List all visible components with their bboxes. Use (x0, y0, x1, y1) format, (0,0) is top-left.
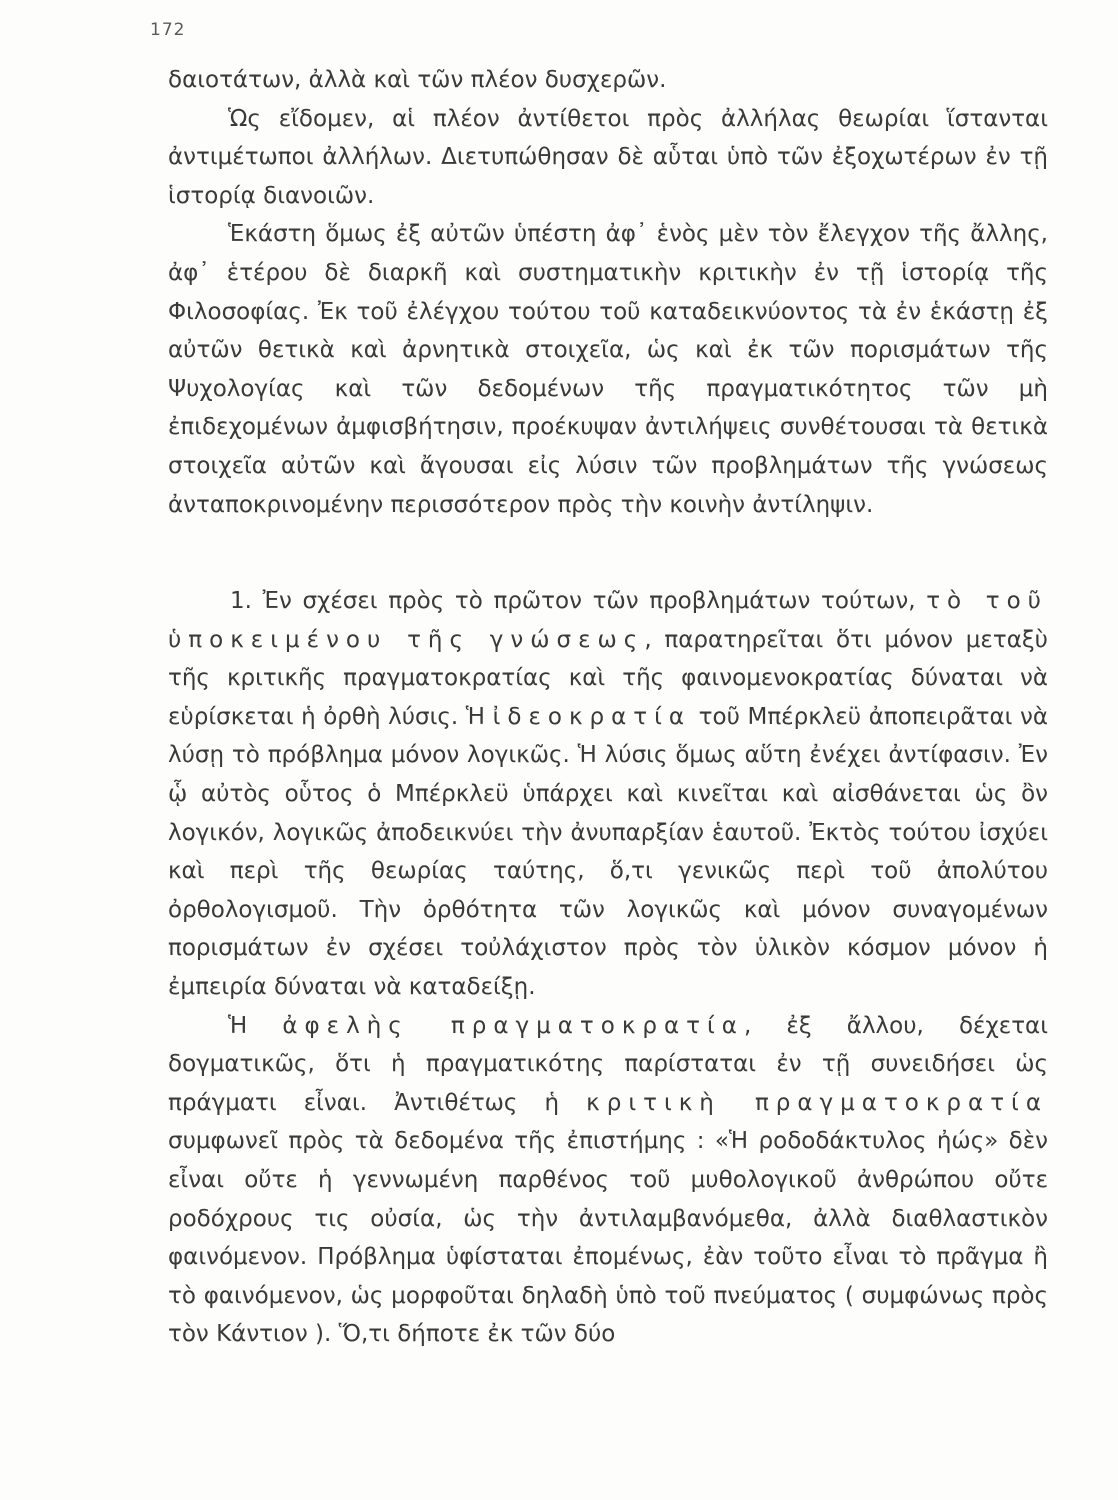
paragraph-text-segment: , ἐξ ἄλλου, δέχεται δογματικῶς, ὅτι ἡ πραγματικότης παρίσταται ἐν τῇ συνειδήσει ὡς πράγματι εἶναι. Ἀντιθέτως ἡ (168, 1012, 1048, 1116)
paragraph-text-segment: , παρατηρεῖται ὅτι μόνον μεταξὺ τῆς κριτικῆς πραγματοκρατίας καὶ τῆς φαινομενοκρατίας δύναται νὰ εὑρίσκεται ἡ ὀρθὴ λύσις. Ἡ (168, 626, 1048, 730)
paragraph-opposing-theories: Ὡς εἴδομεν, αἱ πλέον ἀντίθετοι πρὸς ἀλλήλας θεωρίαι ἵστανται ἀντιμέτωποι ἀλλήλων. Διετυπώθησαν δὲ αὗται ὑπὸ τῶν ἐξοχωτέρων ἐν τῇ ἱστορίᾳ διανοιῶν. (168, 105, 1048, 209)
paragraph-text-segment: 1. Ἐν σχέσει πρὸς τὸ πρῶτον τῶν προβλημάτων τούτων, (230, 588, 927, 614)
paragraph-text-segment: συμφωνεῖ πρὸς τὰ δεδομένα τῆς ἐπιστήμης : «Ἡ ροδοδάκτυλος ἠώς» δὲν εἶναι οὔτε ἡ γεννωμένη παρθένος τοῦ μυθολογικοῦ ἀνθρώπου οὔτε ροδόχρους τις οὐσία, ὡς τὴν ἀντιλαμβανόμεθα, ἀλλὰ διαθλαστικὸν φαινόμενον. Πρόβλημα ὑφίσταται ἐπομένως, ἐὰν τοῦτο εἶναι τὸ πρᾶγμα ἢ τὸ φαινόμενον, ὡς μορφοῦται δηλαδὴ ὑπὸ τοῦ πνεύματος ( συμφώνως πρὸς τὸν Κάντιον ). Ὅ,τι δήποτε ἐκ τῶν δύο (168, 1128, 1048, 1348)
spaced-emphasis-term: ἰδεοκρατία (492, 703, 692, 730)
paragraph-critique: Ἑκάστη ὅμως ἐξ αὐτῶν ὑπέστη ἀφ᾽ ἑνὸς μὲν τὸν ἔλεγχον τῆς ἄλλης, ἀφ᾽ ἑτέρου δὲ διαρκῆ καὶ συστηματικὴν κριτικὴν ἐν τῇ ἱστορίᾳ τῆς Φιλοσοφίας. Ἐκ τοῦ ἐλέγχου τούτου τοῦ καταδεικνύοντος τὰ ἐν ἑκάστῃ ἐξ αὐτῶν θετικὰ καὶ ἀρνητικὰ στοιχεῖα, ὡς καὶ ἐκ τῶν πορισμάτων τῆς Ψυχολογίας καὶ τῶν δεδομένων τῆς πραγματικότητος τῶν μὴ ἐπιδεχομένων ἀμφισβήτησιν, προέκυψαν ἀντιλήψεις συνθέτουσαι τὰ θετικὰ στοιχεῖα αὐτῶν καὶ ἄγουσαι εἰς λύσιν τῶν προβλημάτων τῆς γνώσεως ἀνταποκρινομένην περισσότερον πρὸς τὴν κοινὴν ἀντίληψιν. (168, 221, 1048, 518)
paragraph-text-segment: Ἡ (228, 1012, 283, 1039)
text-block-upper (168, 61, 1048, 524)
paragraph-realism (168, 1007, 1048, 1354)
paragraph-continuation: δαιοτάτων, ἀλλὰ καὶ τῶν πλέον δυσχερῶν. (168, 67, 667, 93)
spaced-emphasis-term: ἀφελὴς πραγματοκρατία (282, 1012, 744, 1039)
spaced-emphasis-term: τὸ τοῦ ὑποκειμένου τῆς γνώσεως (168, 588, 1048, 653)
page-number: 172 (150, 20, 186, 40)
paragraph-subject-of-knowledge (168, 582, 1048, 1007)
spaced-emphasis-term: κριτικὴ πραγματοκρατία (586, 1089, 1048, 1116)
text-block-lower (168, 582, 1048, 1354)
paragraph-text-segment: τοῦ Μπέρκλεϋ ἀποπειρᾶται νὰ λύσῃ τὸ πρόβλημα μόνον λογικῶς. Ἡ λύσις ὅμως αὕτη ἐνέχει ἀντίφασιν. Ἐν ᾧ αὐτὸς οὗτος ὁ Μπέρκλεϋ ὑπάρχει καὶ κινεῖται καὶ αἰσθάνεται ὡς ὂν λογικόν, λογικῶς ἀποδεικνύει τὴν ἀνυπαρξίαν ἑαυτοῦ. Ἐκτὸς τούτου ἰσχύει καὶ περὶ τῆς θεωρίας ταύτης, ὅ,τι γενικῶς περὶ τοῦ ἀπολύτου ὀρθολογισμοῦ. Τὴν ὀρθότητα τῶν λογικῶς καὶ μόνον συναγομένων πορισμάτων ἐν σχέσει τοὐλάχιστον πρὸς τὸν ὑλικὸν κόσμον μόνον ἡ ἐμπειρία δύναται νὰ καταδείξῃ. (168, 703, 1048, 1000)
